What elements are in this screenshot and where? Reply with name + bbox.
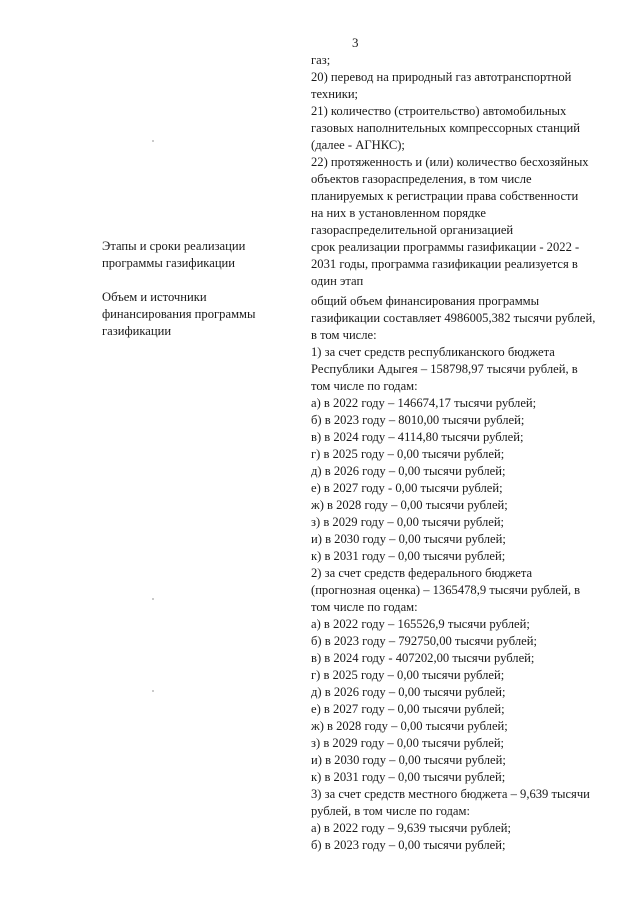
value-line: в том числе: — [311, 328, 377, 342]
value-line: 22) протяженность и (или) количество бесхозяйных — [311, 155, 589, 169]
value-line: срок реализации программы газификации - 2022 - — [311, 240, 580, 254]
value-line: общий объем финансирования программы — [311, 294, 540, 308]
value-line: д) в 2026 году – 0,00 тысячи рублей; — [311, 685, 506, 699]
value-line: к) в 2031 году – 0,00 тысячи рублей; — [311, 549, 506, 563]
value-line: г) в 2025 году – 0,00 тысячи рублей; — [311, 668, 505, 682]
value-line: газовых наполнительных компрессорных станций — [311, 121, 581, 135]
value-line: ж) в 2028 году – 0,00 тысячи рублей; — [311, 719, 508, 733]
value-line: б) в 2023 году – 8010,00 тысячи рублей; — [311, 413, 525, 427]
value-line: Республики Адыгея – 158798,97 тысячи рублей, в — [311, 362, 578, 376]
value-line: а) в 2022 году – 146674,17 тысячи рублей; — [311, 396, 537, 410]
value-line: том числе по годам: — [311, 379, 418, 393]
financing-label — [102, 289, 302, 340]
value-line: 2) за счет средств федерального бюджета — [311, 566, 533, 580]
value-line: один этап — [311, 274, 364, 288]
value-line: б) в 2023 году – 0,00 тысячи рублей; — [311, 838, 506, 852]
value-line: а) в 2022 году – 165526,9 тысячи рублей; — [311, 617, 530, 631]
value-line: б) в 2023 году – 792750,00 тысячи рублей; — [311, 634, 537, 648]
scan-speck — [152, 598, 154, 600]
value-line: техники; — [311, 87, 359, 101]
value-line: г) в 2025 году – 0,00 тысячи рублей; — [311, 447, 505, 461]
scan-speck — [152, 140, 154, 142]
value-line: на них в установленном порядке — [311, 206, 486, 220]
value-line: к) в 2031 году – 0,00 тысячи рублей; — [311, 770, 506, 784]
value-line: том числе по годам: — [311, 600, 418, 614]
value-line: ж) в 2028 году – 0,00 тысячи рублей; — [311, 498, 508, 512]
value-line: 1) за счет средств республиканского бюджета — [311, 345, 555, 359]
value-line: и) в 2030 году – 0,00 тысячи рублей; — [311, 753, 506, 767]
value-line: объектов газораспределения, в том числе — [311, 172, 532, 186]
value-line: газораспределительной организацией — [311, 223, 514, 237]
value-line: з) в 2029 году – 0,00 тысячи рублей; — [311, 736, 505, 750]
value-line: 21) количество (строительство) автомобильных — [311, 104, 567, 118]
page-number: 3 — [352, 35, 359, 50]
value-line: в) в 2024 году - 407202,00 тысячи рублей; — [311, 651, 535, 665]
label-line: газификации — [102, 324, 172, 338]
value-line: в) в 2024 году – 4114,80 тысячи рублей; — [311, 430, 524, 444]
value-line: 20) перевод на природный газ автотранспортной — [311, 70, 572, 84]
value-line: е) в 2027 году – 0,00 тысячи рублей; — [311, 702, 505, 716]
label-line: программы газификации — [102, 256, 236, 270]
value-line: 3) за счет средств местного бюджета – 9,639 тысячи — [311, 787, 590, 801]
label-line: финансирования программы — [102, 307, 256, 321]
scan-speck — [152, 690, 154, 692]
stages-label — [102, 238, 302, 272]
value-line: а) в 2022 году – 9,639 тысячи рублей; — [311, 821, 511, 835]
value-line: газ; — [311, 53, 331, 67]
value-line: (далее - АГНКС); — [311, 138, 405, 152]
value-line: з) в 2029 году – 0,00 тысячи рублей; — [311, 515, 505, 529]
value-line: е) в 2027 году - 0,00 тысячи рублей; — [311, 481, 503, 495]
value-line: газификации составляет 4986005,382 тысячи рублей, — [311, 311, 596, 325]
value-line: 2031 годы, программа газификации реализуется в — [311, 257, 578, 271]
value-column — [311, 52, 611, 854]
value-line: (прогнозная оценка) – 1365478,9 тысячи рублей, в — [311, 583, 581, 597]
value-line: планируемых к регистрации права собственности — [311, 189, 579, 203]
value-line: рублей, в том числе по годам: — [311, 804, 470, 818]
row-value-stages — [311, 239, 611, 290]
row-value-continued-list — [311, 52, 611, 239]
label-line: Этапы и сроки реализации — [102, 239, 246, 253]
label-line: Объем и источники — [102, 290, 207, 304]
row-value-financing — [311, 293, 611, 854]
value-line: и) в 2030 году – 0,00 тысячи рублей; — [311, 532, 506, 546]
value-line: д) в 2026 году – 0,00 тысячи рублей; — [311, 464, 506, 478]
